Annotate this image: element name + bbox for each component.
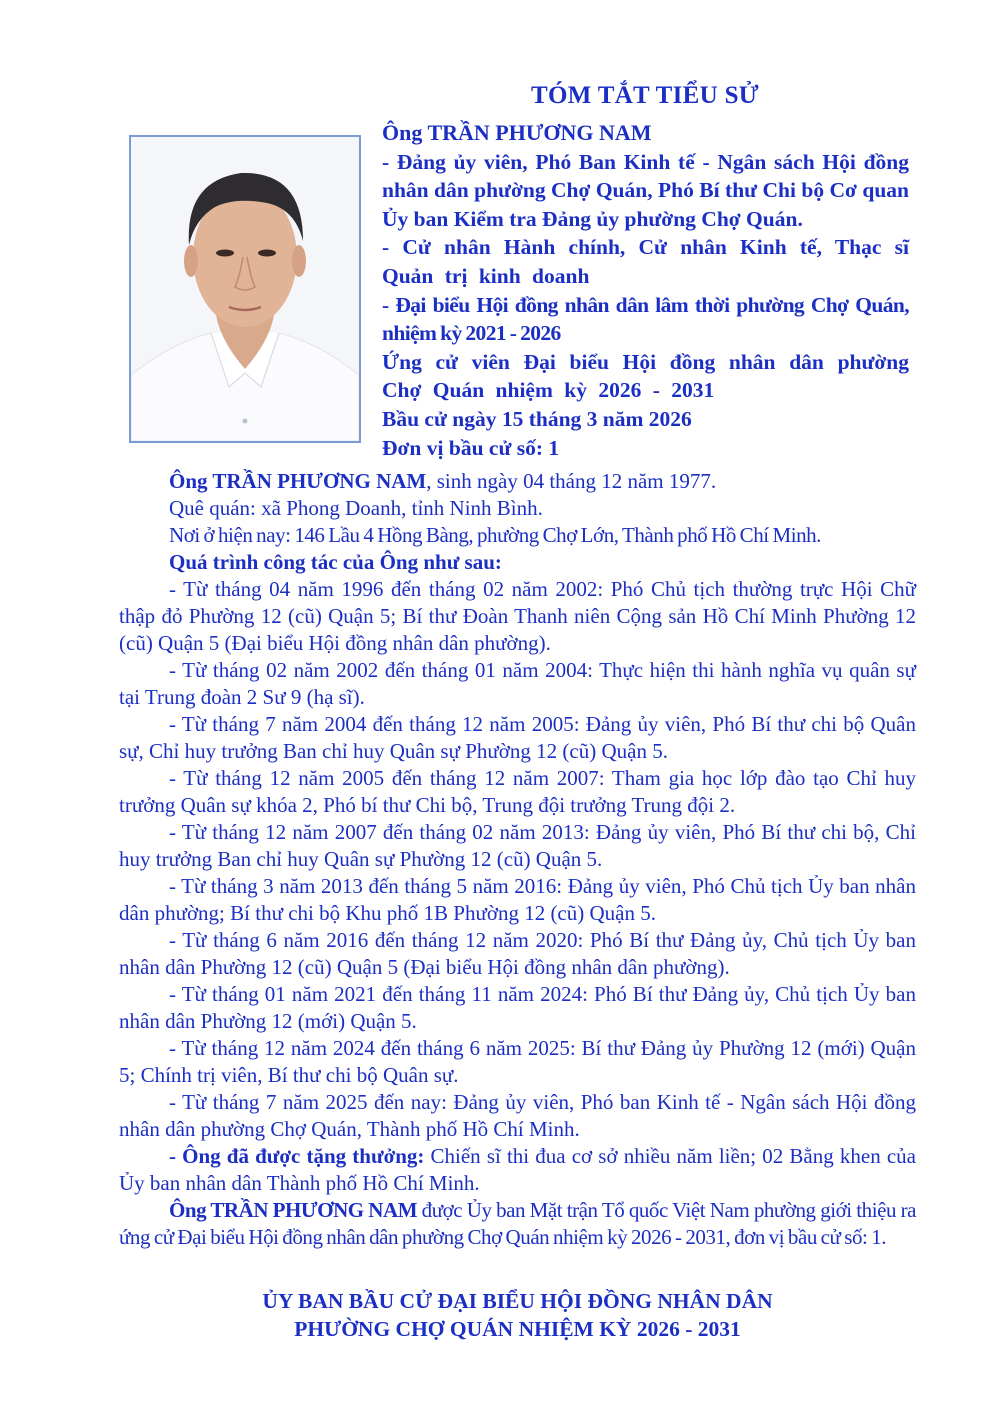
portrait-image-icon (131, 137, 359, 441)
portrait-photo (129, 135, 361, 443)
biography-body (119, 468, 916, 1251)
career-item: - Từ tháng 7 năm 2004 đến tháng 12 năm 2005: Đảng ủy viên, Phó Bí thư chi bộ Quân sự, Chỉ huy trưởng Ban chỉ huy Quân sự Phường 12 (cũ) Quận 5. (119, 712, 916, 763)
intro-paragraph (119, 468, 916, 495)
election-date: Bầu cử ngày 15 tháng 3 năm 2026 (382, 406, 692, 431)
residence: Nơi ở hiện nay: 146 Lầu 4 Hồng Bàng, phường Chợ Lớn, Thành phố Hồ Chí Minh. (169, 523, 821, 547)
career-item: - Từ tháng 7 năm 2025 đến nay: Đảng ủy viên, Phó ban Kinh tế - Ngân sách Hội đồng nhân dân phường Chợ Quán, Thành phố Hồ Chí Minh. (119, 1090, 916, 1141)
career-item: - Từ tháng 12 năm 2007 đến tháng 02 năm 2013: Đảng ủy viên, Phó Bí thư chi bộ, Chỉ huy trưởng Ban chỉ huy Quân sự Phường 12 (cũ) Quận 5. (119, 820, 916, 871)
issuing-committee (120, 1287, 915, 1343)
nomination-text: được Ủy ban Mặt trận Tổ quốc Việt Nam phường giới thiệu ra ứng cử Đại biểu Hội đồng nhân dân phường Chợ Quán nhiệm kỳ 2026 - 2031, đơn vị bầu cử số: 1. (119, 1198, 917, 1249)
candidacy: Ứng cử viên Đại biểu Hội đồng nhân dân phường Chợ Quán nhiệm kỳ 2026 - 2031 (382, 349, 909, 403)
document-title: TÓM TẮT TIỂU SỬ (531, 82, 759, 109)
awards-label: - Ông đã được tặng thưởng: (169, 1144, 425, 1168)
committee-line-1: ỦY BAN BẦU CỬ ĐẠI BIỂU HỘI ĐỒNG NHÂN DÂN (262, 1289, 773, 1313)
candidate-name: Ông TRẦN PHƯƠNG NAM (382, 120, 652, 145)
current-position: - Đảng ủy viên, Phó Ban Kinh tế - Ngân sách Hội đồng nhân dân phường Chợ Quán, Phó Bí thư Chi bộ Cơ quan Ủy ban Kiểm tra Đảng ủy phường Chợ Quán. (382, 149, 909, 231)
constituency: Đơn vị bầu cử số: 1 (382, 435, 560, 460)
career-item: - Từ tháng 6 năm 2016 đến tháng 12 năm 2020: Phó Bí thư Đảng ủy, Chủ tịch Ủy ban nhân dân Phường 12 (cũ) Quận 5 (Đại biểu Hội đồng nhân dân phường). (119, 928, 916, 979)
awards-text: Chiến sĩ thi đua cơ sở nhiều năm liền; 02 Bằng khen của Ủy ban nhân dân Thành phố Hồ Chí Minh. (119, 1144, 916, 1195)
career-item: - Từ tháng 02 năm 2002 đến tháng 01 năm 2004: Thực hiện thi hành nghĩa vụ quân sự tại Trung đoàn 2 Sư 9 (hạ sĩ). (119, 658, 916, 709)
hometown: Quê quán: xã Phong Doanh, tỉnh Ninh Bình. (169, 496, 543, 520)
career-heading: Quá trình công tác của Ông như sau: (169, 550, 502, 574)
career-item: - Từ tháng 04 năm 1996 đến tháng 02 năm 2002: Phó Chủ tịch thường trực Hội Chữ thập đỏ Phường 12 (cũ) Quận 5; Bí thư Đoàn Thanh niên Cộng sản Hồ Chí Minh Phường 12 (cũ) Quận 5 (Đại biểu Hội đồng nhân dân phường). (119, 577, 916, 655)
career-item: - Từ tháng 01 năm 2021 đến tháng 11 năm 2024: Phó Bí thư Đảng ủy, Chủ tịch Ủy ban nhân dân Phường 12 (mới) Quận 5. (119, 982, 916, 1033)
candidate-summary (382, 119, 909, 462)
career-item: - Từ tháng 3 năm 2013 đến tháng 5 năm 2016: Đảng ủy viên, Phó Chủ tịch Ủy ban nhân dân phường; Bí thư chi bộ Khu phố 1B Phường 12 (cũ) Quận 5. (119, 874, 916, 925)
career-item: - Từ tháng 12 năm 2005 đến tháng 12 năm 2007: Tham gia học lớp đào tạo Chỉ huy trưởng Quân sự khóa 2, Phó bí thư Chi bộ, Trung đội trưởng Trung đội 2. (119, 766, 916, 817)
career-item: - Từ tháng 12 năm 2024 đến tháng 6 năm 2025: Bí thư Đảng ủy Phường 12 (mới) Quận 5; Chính trị viên, Bí thư chi bộ Quân sự. (119, 1036, 916, 1087)
committee-line-2: PHƯỜNG CHỢ QUÁN NHIỆM KỲ 2026 - 2031 (294, 1317, 741, 1341)
birth-date: , sinh ngày 04 tháng 12 năm 1977. (426, 469, 717, 493)
previous-delegate-position: - Đại biểu Hội đồng nhân dân lâm thời phường Chợ Quán, nhiệm kỳ 2021 - 2026 (382, 292, 909, 346)
awards-paragraph (119, 1143, 916, 1197)
intro-name: Ông TRẦN PHƯƠNG NAM (169, 469, 427, 493)
education: - Cử nhân Hành chính, Cử nhân Kinh tế, Thạc sĩ Quản trị kinh doanh (382, 235, 909, 288)
nomination-name: Ông TRẦN PHƯƠNG NAM (169, 1198, 418, 1222)
nomination-paragraph (119, 1197, 916, 1251)
